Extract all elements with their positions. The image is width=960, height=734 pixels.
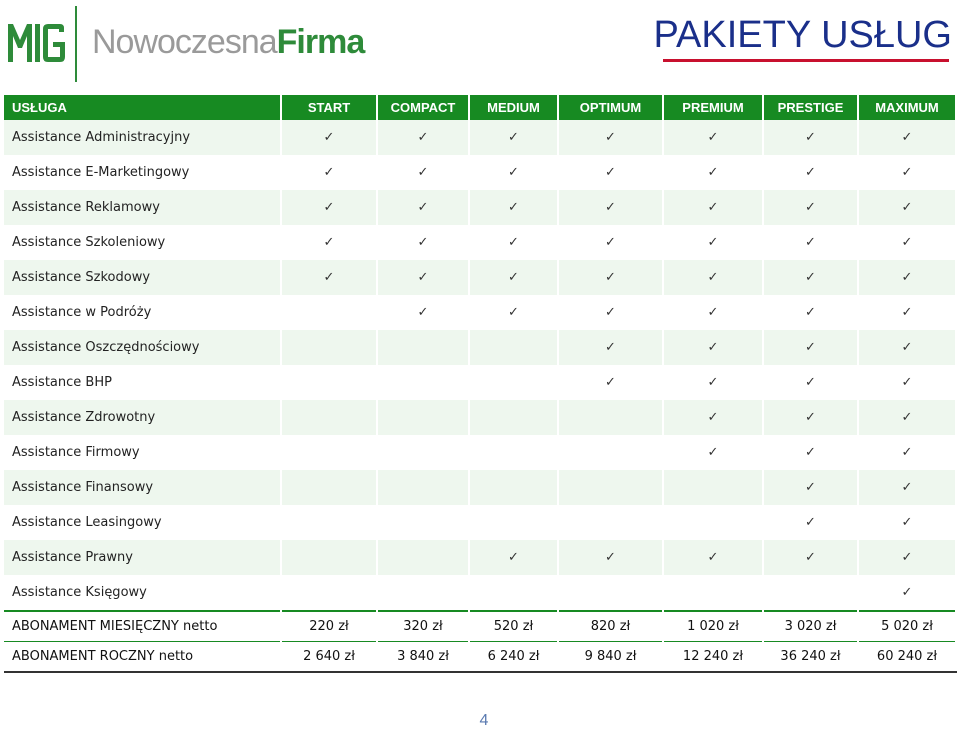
- checkmark-icon: ✓: [417, 305, 429, 320]
- table-cell: [281, 365, 377, 400]
- service-label: Assistance Administracyjny: [4, 120, 281, 155]
- checkmark-icon: ✓: [901, 480, 913, 495]
- checkmark-icon: ✓: [323, 270, 335, 285]
- table-row: [4, 120, 956, 155]
- table-cell: [663, 365, 763, 400]
- column-header-usługa: USŁUGA: [4, 95, 281, 120]
- checkmark-icon: ✓: [323, 200, 335, 215]
- service-label: Assistance E-Marketingowy: [4, 155, 281, 190]
- table-cell: [558, 190, 663, 225]
- checkmark-icon: ✓: [901, 515, 913, 530]
- header: [0, 0, 960, 90]
- table-cell: [281, 540, 377, 575]
- table-cell: [377, 400, 469, 435]
- monthly-price-row: [4, 611, 956, 642]
- table-cell: [858, 400, 956, 435]
- table-header-row: [4, 95, 956, 120]
- service-label: Assistance Leasingowy: [4, 505, 281, 540]
- service-label: Assistance Zdrowotny: [4, 400, 281, 435]
- checkmark-icon: ✓: [901, 410, 913, 425]
- checkmark-icon: ✓: [901, 340, 913, 355]
- table-cell: [377, 575, 469, 611]
- table-cell: [469, 365, 558, 400]
- checkmark-icon: ✓: [805, 375, 816, 390]
- table-cell: [763, 260, 858, 295]
- table-cell: [281, 400, 377, 435]
- price-value: 12 240 zł: [663, 642, 763, 673]
- table-row: [4, 505, 956, 540]
- table-cell: [281, 120, 377, 155]
- table-cell: [663, 400, 763, 435]
- table-cell: [858, 470, 956, 505]
- table-cell: [469, 330, 558, 365]
- checkmark-icon: ✓: [605, 305, 616, 320]
- table-cell: [858, 225, 956, 260]
- checkmark-icon: ✓: [417, 270, 429, 285]
- table-cell: [663, 155, 763, 190]
- table-cell: [763, 365, 858, 400]
- title-underline: [663, 59, 949, 62]
- price-value: 6 240 zł: [469, 642, 558, 673]
- table-cell: [469, 575, 558, 611]
- table-cell: [663, 260, 763, 295]
- checkmark-icon: ✓: [805, 130, 816, 145]
- service-label: Assistance Oszczędnościowy: [4, 330, 281, 365]
- price-label: ABONAMENT MIESIĘCZNY netto: [4, 611, 281, 642]
- brand-bold-text: Firma: [276, 23, 365, 61]
- table-cell: [763, 400, 858, 435]
- table-cell: [469, 260, 558, 295]
- table-row: [4, 260, 956, 295]
- table-cell: [281, 435, 377, 470]
- table-cell: [763, 190, 858, 225]
- table-cell: [469, 400, 558, 435]
- table-row: [4, 190, 956, 225]
- table-cell: [469, 505, 558, 540]
- table-cell: [558, 540, 663, 575]
- table-cell: [558, 575, 663, 611]
- mig-logo-icon: [8, 20, 66, 62]
- packages-table: [4, 95, 957, 673]
- table-cell: [281, 260, 377, 295]
- table-cell: [763, 225, 858, 260]
- table-cell: [663, 330, 763, 365]
- checkmark-icon: ✓: [508, 550, 519, 565]
- checkmark-icon: ✓: [508, 130, 519, 145]
- checkmark-icon: ✓: [508, 165, 519, 180]
- table-cell: [663, 435, 763, 470]
- checkmark-icon: ✓: [605, 165, 616, 180]
- page-title: PAKIETY USŁUG: [653, 14, 952, 56]
- yearly-price-row: [4, 642, 956, 673]
- service-label: Assistance w Podróży: [4, 295, 281, 330]
- checkmark-icon: ✓: [901, 165, 913, 180]
- price-value: 60 240 zł: [858, 642, 956, 673]
- table-cell: [663, 505, 763, 540]
- table-cell: [663, 120, 763, 155]
- checkmark-icon: ✓: [901, 375, 913, 390]
- checkmark-icon: ✓: [605, 270, 616, 285]
- table-cell: [558, 505, 663, 540]
- service-label: Assistance Prawny: [4, 540, 281, 575]
- checkmark-icon: ✓: [417, 130, 429, 145]
- brand-logo: [92, 20, 364, 64]
- table-cell: [377, 470, 469, 505]
- table-cell: [377, 505, 469, 540]
- checkmark-icon: ✓: [707, 340, 719, 355]
- price-value: 9 840 zł: [558, 642, 663, 673]
- service-label: Assistance Szkoleniowy: [4, 225, 281, 260]
- table-cell: [858, 330, 956, 365]
- table-cell: [663, 190, 763, 225]
- table-cell: [281, 190, 377, 225]
- brand-light-text: Nowoczesna: [92, 23, 277, 61]
- checkmark-icon: ✓: [805, 410, 816, 425]
- table-row: [4, 295, 956, 330]
- table-cell: [763, 575, 858, 611]
- table-cell: [377, 540, 469, 575]
- checkmark-icon: ✓: [805, 445, 816, 460]
- table-row: [4, 540, 956, 575]
- checkmark-icon: ✓: [417, 235, 429, 250]
- checkmark-icon: ✓: [417, 165, 429, 180]
- checkmark-icon: ✓: [805, 515, 816, 530]
- price-value: 2 640 zł: [281, 642, 377, 673]
- logo-divider: [75, 6, 77, 82]
- table-cell: [763, 435, 858, 470]
- table-cell: [377, 190, 469, 225]
- column-header-premium: PREMIUM: [663, 95, 763, 120]
- table-row: [4, 155, 956, 190]
- service-label: Assistance Księgowy: [4, 575, 281, 611]
- checkmark-icon: ✓: [805, 305, 816, 320]
- checkmark-icon: ✓: [707, 375, 719, 390]
- table-cell: [558, 260, 663, 295]
- checkmark-icon: ✓: [901, 200, 913, 215]
- table-row: [4, 365, 956, 400]
- checkmark-icon: ✓: [605, 200, 616, 215]
- table-cell: [663, 575, 763, 611]
- price-value: 5 020 zł: [858, 611, 956, 642]
- checkmark-icon: ✓: [901, 585, 913, 600]
- checkmark-icon: ✓: [805, 550, 816, 565]
- checkmark-icon: ✓: [508, 305, 519, 320]
- table-cell: [558, 365, 663, 400]
- table-cell: [469, 155, 558, 190]
- table-cell: [858, 120, 956, 155]
- table-cell: [663, 540, 763, 575]
- checkmark-icon: ✓: [901, 235, 913, 250]
- table-cell: [558, 400, 663, 435]
- table-cell: [558, 155, 663, 190]
- table-cell: [763, 330, 858, 365]
- table-cell: [663, 225, 763, 260]
- checkmark-icon: ✓: [805, 165, 816, 180]
- checkmark-icon: ✓: [901, 130, 913, 145]
- checkmark-icon: ✓: [707, 130, 719, 145]
- checkmark-icon: ✓: [417, 200, 429, 215]
- table-cell: [858, 190, 956, 225]
- price-value: 220 zł: [281, 611, 377, 642]
- checkmark-icon: ✓: [707, 410, 719, 425]
- price-value: 36 240 zł: [763, 642, 858, 673]
- table-cell: [763, 540, 858, 575]
- table-cell: [377, 120, 469, 155]
- table-cell: [281, 575, 377, 611]
- table-cell: [858, 260, 956, 295]
- column-header-start: START: [281, 95, 377, 120]
- checkmark-icon: ✓: [605, 340, 616, 355]
- price-value: 320 zł: [377, 611, 469, 642]
- checkmark-icon: ✓: [707, 200, 719, 215]
- table-cell: [858, 505, 956, 540]
- table-cell: [469, 470, 558, 505]
- table-cell: [858, 155, 956, 190]
- table-cell: [663, 295, 763, 330]
- checkmark-icon: ✓: [605, 550, 616, 565]
- table-cell: [558, 470, 663, 505]
- checkmark-icon: ✓: [707, 235, 719, 250]
- checkmark-icon: ✓: [508, 235, 519, 250]
- table-cell: [377, 225, 469, 260]
- checkmark-icon: ✓: [707, 550, 719, 565]
- service-label: Assistance Reklamowy: [4, 190, 281, 225]
- table-cell: [377, 330, 469, 365]
- table-cell: [558, 330, 663, 365]
- table-row: [4, 575, 956, 611]
- service-label: Assistance Finansowy: [4, 470, 281, 505]
- price-label: ABONAMENT ROCZNY netto: [4, 642, 281, 673]
- table-cell: [858, 365, 956, 400]
- checkmark-icon: ✓: [508, 270, 519, 285]
- table-cell: [469, 540, 558, 575]
- table-cell: [858, 435, 956, 470]
- checkmark-icon: ✓: [805, 200, 816, 215]
- table-cell: [377, 155, 469, 190]
- checkmark-icon: ✓: [323, 235, 335, 250]
- table-cell: [469, 225, 558, 260]
- checkmark-icon: ✓: [707, 445, 719, 460]
- table-cell: [377, 295, 469, 330]
- table-row: [4, 330, 956, 365]
- table-row: [4, 400, 956, 435]
- checkmark-icon: ✓: [605, 130, 616, 145]
- table-cell: [281, 225, 377, 260]
- service-label: Assistance Firmowy: [4, 435, 281, 470]
- checkmark-icon: ✓: [805, 235, 816, 250]
- column-header-maximum: MAXIMUM: [858, 95, 956, 120]
- checkmark-icon: ✓: [805, 340, 816, 355]
- price-value: 3 840 zł: [377, 642, 469, 673]
- table-row: [4, 470, 956, 505]
- table-cell: [858, 295, 956, 330]
- column-header-compact: COMPACT: [377, 95, 469, 120]
- table-cell: [858, 540, 956, 575]
- column-header-medium: MEDIUM: [469, 95, 558, 120]
- table-cell: [558, 295, 663, 330]
- checkmark-icon: ✓: [901, 270, 913, 285]
- table-row: [4, 435, 956, 470]
- checkmark-icon: ✓: [707, 270, 719, 285]
- checkmark-icon: ✓: [323, 165, 335, 180]
- checkmark-icon: ✓: [805, 270, 816, 285]
- checkmark-icon: ✓: [707, 165, 719, 180]
- price-value: 520 zł: [469, 611, 558, 642]
- table-cell: [377, 365, 469, 400]
- table-cell: [558, 435, 663, 470]
- table-cell: [763, 505, 858, 540]
- service-label: Assistance BHP: [4, 365, 281, 400]
- table-cell: [469, 295, 558, 330]
- table-cell: [763, 155, 858, 190]
- page-number: 4: [479, 712, 489, 729]
- checkmark-icon: ✓: [805, 480, 816, 495]
- table-cell: [763, 120, 858, 155]
- price-value: 3 020 zł: [763, 611, 858, 642]
- table-cell: [377, 435, 469, 470]
- table-cell: [763, 470, 858, 505]
- table-cell: [763, 295, 858, 330]
- table-cell: [558, 120, 663, 155]
- table-cell: [281, 295, 377, 330]
- column-header-optimum: OPTIMUM: [558, 95, 663, 120]
- table-cell: [469, 190, 558, 225]
- table-cell: [377, 260, 469, 295]
- checkmark-icon: ✓: [508, 200, 519, 215]
- table-cell: [281, 330, 377, 365]
- table-cell: [281, 155, 377, 190]
- checkmark-icon: ✓: [605, 375, 616, 390]
- table-row: [4, 225, 956, 260]
- checkmark-icon: ✓: [323, 130, 335, 145]
- table-cell: [663, 470, 763, 505]
- table-cell: [469, 435, 558, 470]
- checkmark-icon: ✓: [901, 445, 913, 460]
- checkmark-icon: ✓: [605, 235, 616, 250]
- table-cell: [281, 470, 377, 505]
- table-cell: [469, 120, 558, 155]
- checkmark-icon: ✓: [901, 550, 913, 565]
- checkmark-icon: ✓: [707, 305, 719, 320]
- table-cell: [558, 225, 663, 260]
- checkmark-icon: ✓: [901, 305, 913, 320]
- service-label: Assistance Szkodowy: [4, 260, 281, 295]
- price-value: 820 zł: [558, 611, 663, 642]
- table-cell: [858, 575, 956, 611]
- table-cell: [281, 505, 377, 540]
- column-header-prestige: PRESTIGE: [763, 95, 858, 120]
- price-value: 1 020 zł: [663, 611, 763, 642]
